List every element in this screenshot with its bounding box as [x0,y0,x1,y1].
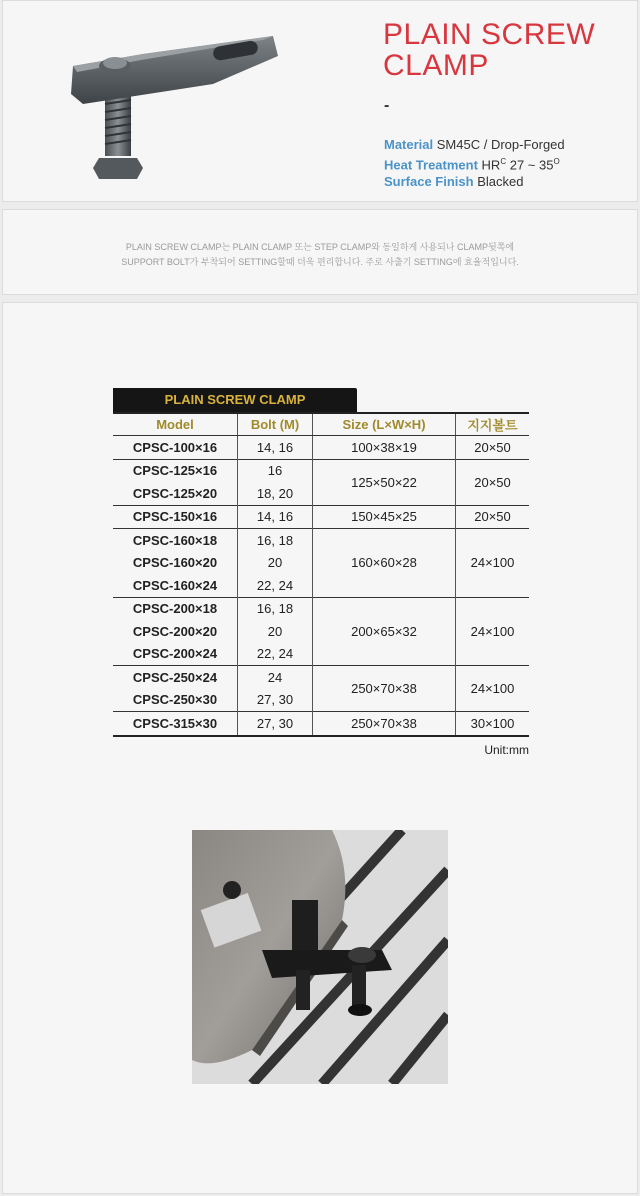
col-model: Model [113,413,238,436]
spec-table-title: PLAIN SCREW CLAMP [113,388,357,412]
model-cell: CPSC-160×24 [132,577,218,593]
specification-panel [2,302,638,1194]
product-title: PLAIN SCREW CLAMP [383,18,596,82]
bolt-cell: 22, 24 [238,643,313,666]
bolt-cell: 24 [238,666,313,689]
bolt-cell: 14, 16 [238,505,313,529]
size-cell: 200×65×32 [313,597,456,666]
table-row [113,597,529,620]
support-bolt-cell: 20×50 [456,505,530,529]
spec-surface-finish: Surface Finish Blacked [384,174,524,190]
model-cell: CPSC-315×30 [113,712,238,736]
table-row [113,666,529,689]
table-row [113,436,529,460]
bolt-cell: 14, 16 [238,436,313,460]
bolt-cell: 20 [238,552,313,575]
table-row [113,459,529,482]
col-size: Size (L×W×H) [313,413,456,436]
bolt-cell: 27, 30 [238,712,313,736]
bolt-cell: 16, 18 [238,597,313,620]
unit-label: Unit:mm [484,742,529,757]
support-bolt-cell: 20×50 [456,436,530,460]
support-bolt-cell: 30×100 [456,712,530,736]
product-header-panel [2,0,638,202]
model-cell: CPSC-200×18 [113,597,238,620]
table-row [113,712,529,736]
model-cell: CPSC-250×30 [132,692,218,708]
table-header-row [113,413,529,436]
description-text: PLAIN SCREW CLAMP는 PLAIN CLAMP 또는 STEP CLAMP와 동일하게 사용되나 CLAMP뒷쪽에 SUPPORT BOLT가 부착되어 SETTING할때 더욱 편리합니다. 주로 사출기 SETTING에 효율적입니다. [121,242,519,267]
spec-heat-treatment: Heat Treatment $HR^C$ 27 ~ $35^O$ [384,157,560,173]
col-bolt: Bolt (M) [238,413,313,436]
support-bolt-cell: 24×100 [456,597,530,666]
model-cell: CPSC-160×20 [132,555,218,571]
clamp-product-image [63,26,293,186]
model-cell: CPSC-125×20 [132,485,218,501]
model-cell: CPSC-160×18 [113,529,238,552]
size-cell: 150×45×25 [313,505,456,529]
size-cell: 125×50×22 [313,459,456,505]
bolt-cell: 16 [238,459,313,482]
size-cell: 160×60×28 [313,529,456,598]
bolt-cell: 20 [238,620,313,643]
model-cell: CPSC-200×24 [132,646,218,662]
bolt-cell: 16, 18 [238,529,313,552]
support-bolt-cell: 24×100 [456,529,530,598]
size-cell: 250×70×38 [313,666,456,712]
spec-table [113,412,529,737]
table-row [113,505,529,529]
model-cell: CPSC-150×16 [113,505,238,529]
support-bolt-cell: 24×100 [456,666,530,712]
col-support-bolt: 지지볼트 [456,413,530,436]
model-cell: CPSC-250×24 [113,666,238,689]
bolt-cell: 18, 20 [238,482,313,505]
size-cell: 250×70×38 [313,712,456,736]
support-bolt-cell: 20×50 [456,459,530,505]
clamp-usage-photo [192,830,448,1084]
table-row [113,529,529,552]
spec-list [384,136,565,190]
model-cell: CPSC-100×16 [113,436,238,460]
size-cell: 100×38×19 [313,436,456,460]
title-separator: - [384,97,390,114]
table-body [113,436,529,736]
bolt-cell: 27, 30 [238,689,313,712]
spec-table-wrapper [113,388,531,757]
model-cell: CPSC-125×16 [113,459,238,482]
description-panel [2,209,638,295]
model-cell: CPSC-200×20 [132,623,218,639]
bolt-cell: 22, 24 [238,574,313,597]
spec-material: Material SM45C / Drop-Forged [384,137,565,152]
